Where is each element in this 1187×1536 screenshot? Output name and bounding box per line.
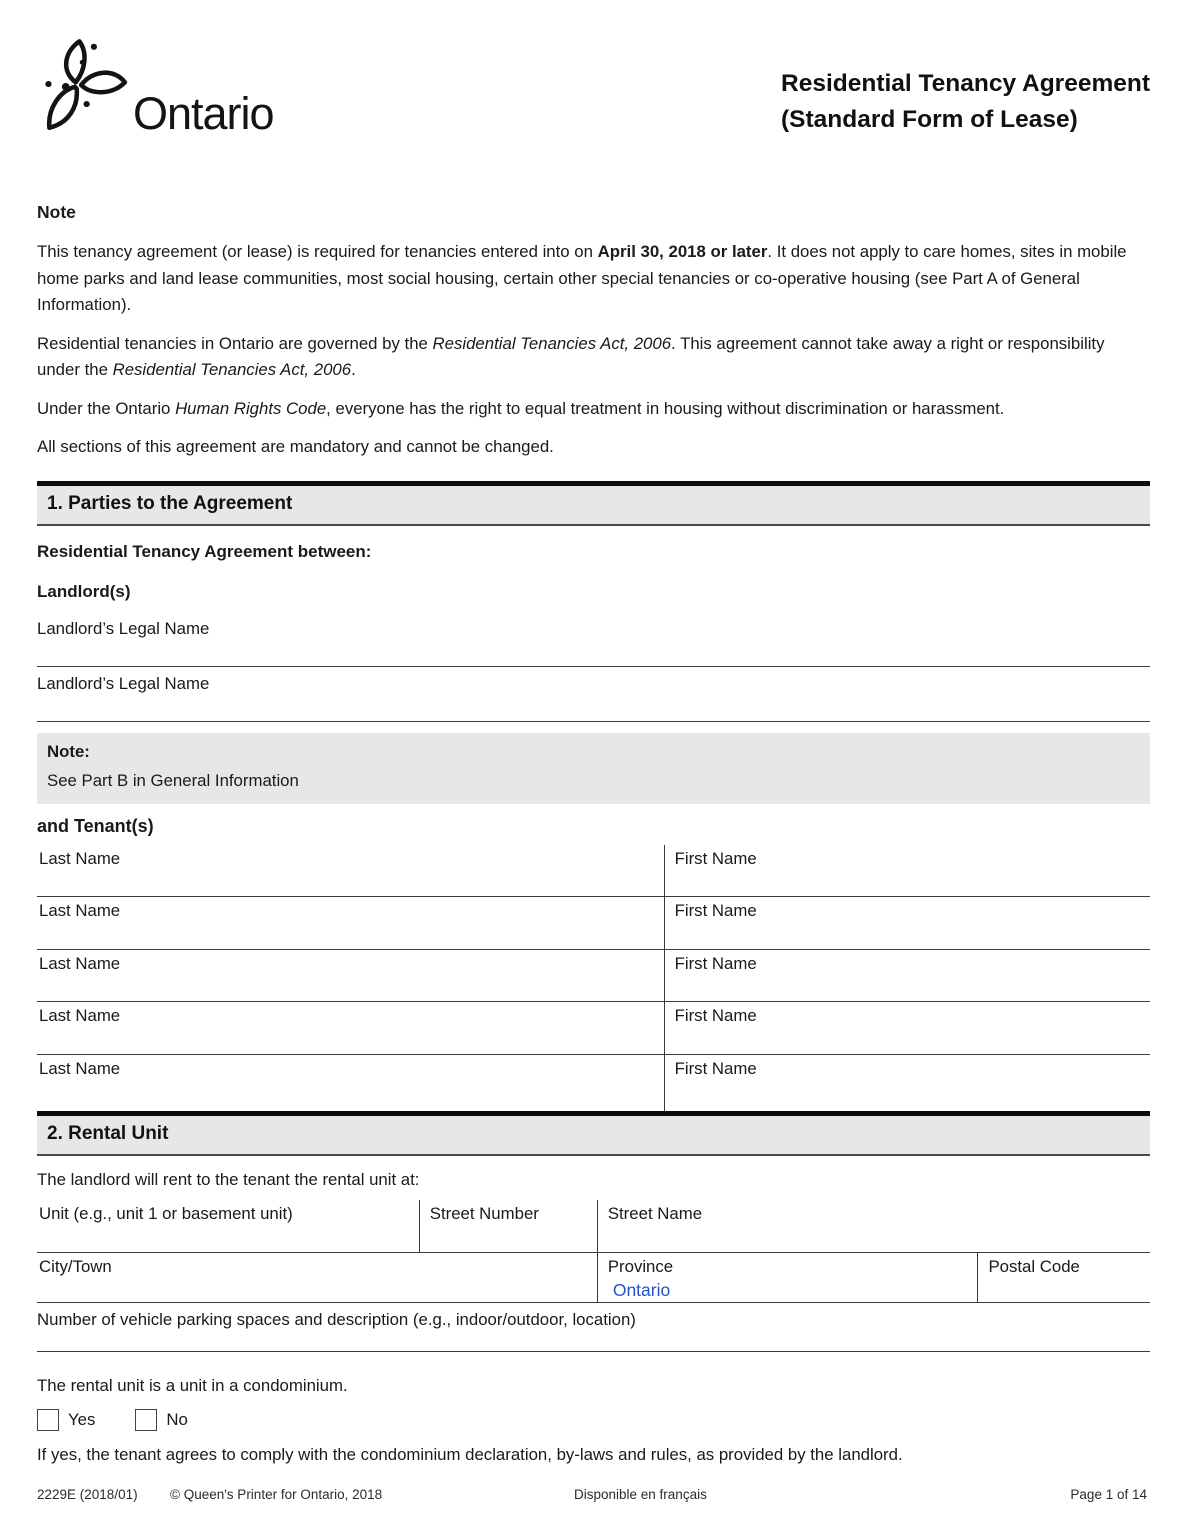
intro-paragraph-2: [37, 331, 1150, 384]
tenant-name-row: [37, 845, 1150, 898]
condo-yes-checkbox[interactable]: [37, 1409, 59, 1431]
street-name-label: Street Name: [607, 1203, 703, 1223]
address-row-1: [37, 1200, 1150, 1253]
first-name-label: First Name: [674, 901, 757, 920]
form-title-line2: (Standard Form of Lease): [781, 105, 1078, 133]
p3-text-after: , everyone has the right to equal treatment in housing without discrimination or harassment.: [326, 398, 1005, 418]
copyright-text: © Queen's Printer for Ontario, 2018: [170, 1487, 383, 1502]
p2-text-before: Residential tenancies in Ontario are governed by the: [37, 333, 433, 353]
p1-bold-date: April 30, 2018 or later: [597, 242, 768, 261]
ontario-logo: [37, 34, 274, 140]
form-title: [781, 34, 1150, 140]
ontario-wordmark: Ontario: [133, 88, 274, 139]
first-name-label: First Name: [674, 1058, 757, 1078]
form-title-line1: Residential Tenancy Agreement: [781, 70, 1150, 97]
first-name-label: First Name: [674, 953, 757, 973]
postal-code-cell[interactable]: [977, 1253, 1150, 1302]
landlord-legal-name-label-1: Landlord’s Legal Name: [37, 618, 210, 638]
p1-text-after: . It does not apply to care homes, sites in mobile home parks and land lease communities, most social housing, certain other special tenancies or co-operative housing (see Part A of General Information).: [37, 242, 1127, 314]
intro-paragraph-1: [37, 239, 1150, 319]
note-box-body: See Part B in General Information: [47, 770, 299, 790]
part-b-note-box: [37, 733, 1150, 804]
parking-spaces-label: Number of vehicle parking spaces and description (e.g., indoor/outdoor, location): [37, 1309, 636, 1329]
address-row-2: [37, 1253, 1150, 1303]
landlords-label: Landlord(s): [37, 581, 131, 601]
page-header: [37, 0, 1150, 140]
tenants-label: and Tenant(s): [37, 815, 154, 836]
note-box-title: Note:: [47, 741, 90, 761]
tenant-name-row: [37, 950, 1150, 1003]
p3-code-name: Human Rights Code: [175, 398, 327, 418]
last-name-label: Last Name: [39, 1006, 121, 1025]
province-value: Ontario: [612, 1279, 671, 1300]
tenant-first-name-cell[interactable]: [664, 845, 1150, 897]
parking-spaces-field[interactable]: [37, 1303, 1150, 1352]
last-name-label: Last Name: [39, 953, 121, 973]
street-number-label: Street Number: [429, 1203, 539, 1223]
section-2-header: 2. Rental Unit: [37, 1111, 1150, 1156]
landlord-legal-name-field-1[interactable]: [37, 619, 1150, 667]
p2-act-name-1: Residential Tenancies Act, 2006: [432, 333, 672, 353]
p2-act-name-2: Residential Tenancies Act, 2006: [112, 360, 352, 379]
intro-paragraph-4: All sections of this agreement are mandatory and cannot be changed.: [37, 437, 554, 456]
tenant-name-row: [37, 1002, 1150, 1055]
tenant-first-name-cell[interactable]: [664, 1002, 1150, 1054]
condominium-statement: The rental unit is a unit in a condominium.: [37, 1375, 348, 1395]
unit-label: Unit (e.g., unit 1 or basement unit): [39, 1203, 293, 1223]
city-town-cell[interactable]: [37, 1253, 597, 1302]
last-name-label: Last Name: [39, 848, 121, 868]
tenant-first-name-cell[interactable]: [664, 897, 1150, 949]
condo-no-label: No: [166, 1409, 188, 1429]
postal-code-label: Postal Code: [988, 1256, 1080, 1276]
province-label: Province: [607, 1256, 674, 1276]
last-name-label: Last Name: [39, 1058, 121, 1078]
street-name-cell[interactable]: [597, 1200, 1150, 1252]
condominium-choice-row: [37, 1409, 1150, 1431]
condo-no-checkbox[interactable]: [135, 1409, 157, 1431]
page-number: Page 1 of 14: [1070, 1487, 1147, 1502]
unit-cell[interactable]: [37, 1200, 419, 1252]
tenant-name-row: [37, 897, 1150, 950]
city-town-label: City/Town: [39, 1256, 112, 1276]
tenant-first-name-cell[interactable]: [664, 950, 1150, 1002]
street-number-cell[interactable]: [419, 1200, 597, 1252]
rental-unit-intro: The landlord will rent to the tenant the rental unit at:: [37, 1169, 420, 1189]
tenant-last-name-cell[interactable]: [37, 1055, 664, 1111]
tenant-first-name-cell[interactable]: [664, 1055, 1150, 1111]
intro-paragraph-3: [37, 396, 1150, 423]
last-name-label: Last Name: [39, 901, 121, 920]
form-number: 2229E (2018/01): [37, 1487, 138, 1502]
landlord-legal-name-label-2: Landlord’s Legal Name: [37, 673, 210, 693]
note-heading: Note: [37, 202, 76, 222]
province-cell: [597, 1253, 978, 1302]
french-availability-text: Disponible en français: [574, 1487, 707, 1502]
tenant-name-table: [37, 845, 1150, 1111]
trillium-icon: [37, 35, 129, 140]
condominium-note: If yes, the tenant agrees to comply with the condominium declaration, by-laws and rules, as provided by the landlord.: [37, 1444, 903, 1464]
section-1-header: 1. Parties to the Agreement: [37, 481, 1150, 526]
p2-text-after: .: [351, 360, 356, 379]
p1-text-before: This tenancy agreement (or lease) is required for tenancies entered into on: [37, 242, 598, 261]
p2-text-mid: . This agreement cannot take away a right or responsibility under the: [37, 333, 1105, 379]
tenant-last-name-cell[interactable]: [37, 1002, 664, 1054]
agreement-between-label: Residential Tenancy Agreement between:: [37, 541, 372, 561]
tenant-last-name-cell[interactable]: [37, 845, 664, 897]
first-name-label: First Name: [674, 848, 757, 868]
tenant-last-name-cell[interactable]: [37, 897, 664, 949]
condo-yes-label: Yes: [68, 1409, 96, 1429]
tenant-last-name-cell[interactable]: [37, 950, 664, 1002]
tenant-name-row: [37, 1055, 1150, 1111]
p3-text-before: Under the Ontario: [37, 398, 176, 418]
first-name-label: First Name: [674, 1006, 757, 1025]
landlord-legal-name-field-2[interactable]: [37, 674, 1150, 722]
